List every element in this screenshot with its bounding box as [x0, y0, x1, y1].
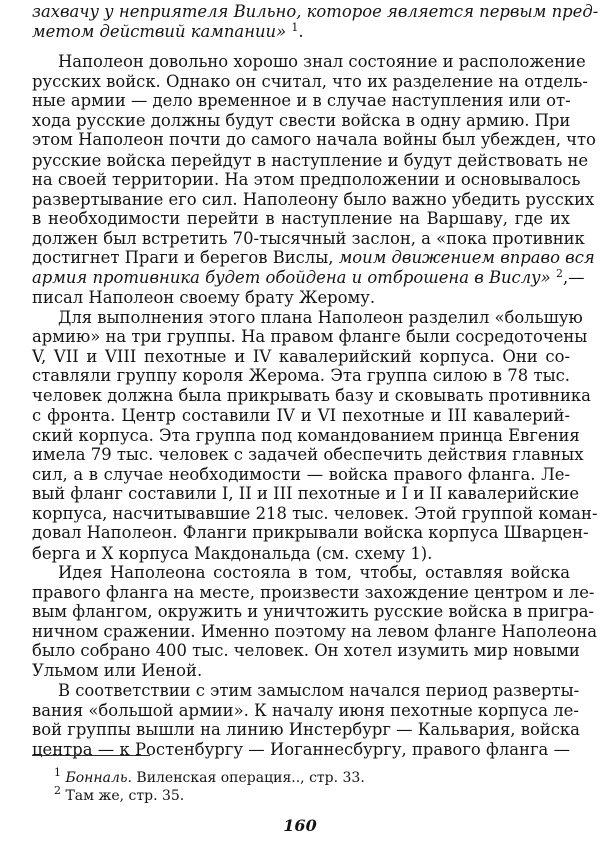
text-line: ничном сражении. Именно поэтому на левом фланге Наполеона: [32, 622, 598, 642]
text-line: русские войска перейдут в наступление и будут действовать не: [32, 150, 589, 170]
text-line: имела 79 тыс. человек с задачей обеспечить действия главных: [32, 444, 584, 464]
text-line: вой группы вышли на линию Инстербург — Кальвария, войска: [32, 719, 580, 739]
footnote-1: $^1$ Бонналь. Виленская операция.., стр. 33.: [54, 766, 365, 786]
text-line: метом действий кампании» $^1$.: [32, 21, 304, 42]
text-line: в необходимости перейти в наступление на Варшаву, где их: [32, 209, 570, 228]
text-line: на своей территории. На этом предположении и основывалось: [32, 169, 581, 189]
text-line: хода русские должны будут свести войска в одну армию. При: [32, 111, 571, 131]
text-line: ные армии — дело временное и в случае наступления или от-: [32, 91, 571, 111]
text-line: правого фланга на месте, произвести захождение центром и ле-: [32, 582, 595, 602]
text-line: ский корпуса. Эта группа под командованием принца Евгения: [32, 425, 580, 445]
text-line: довал Наполеон. Фланги прикрывали войска корпуса Шварцен-: [32, 523, 589, 543]
paragraph-first-line: Наполеон довольно хорошо знал состояние и расположение: [58, 51, 586, 71]
text-line: было собрано 400 тыс. человек. Он хотел изумить мир новыми: [32, 641, 580, 661]
text-line: V, VII и VIII пехотные и IV кавалерийский корпуса. Они со-: [32, 347, 570, 366]
paragraph-first-line: В соответствии с этим замыслом начался период разверты-: [58, 680, 580, 700]
text-line: Ульмом или Иеной.: [32, 661, 203, 681]
page-number: 160: [283, 816, 317, 835]
text-line: писал Наполеон своему брату Жерому.: [32, 287, 376, 307]
text-line: вый фланг составили I, II и III пехотные и I и II кавалерийские: [32, 484, 580, 504]
text-line: вым флангом, окружить и уничтожить русские войска в пригра-: [32, 602, 595, 621]
text-line: достигнет Праги и берегов Вислы, моим движением вправо вся: [32, 248, 595, 268]
text-line: центра — к Ростенбургу — Иоганнесбургу, правого фланга —: [32, 740, 570, 759]
text-line: вания «большой армии». К началу июня пехотные корпуса ле-: [32, 700, 579, 720]
footnote-ref: 2: [555, 267, 563, 281]
text-line: берга и X корпуса Макдональда (см. схему 1).: [32, 543, 433, 563]
text-line: армия противника будет обойдена и отброшена в Вислу» $^2$,—: [32, 267, 585, 288]
text-line: русских войск. Однако он считал, что их разделение на отдель-: [32, 71, 588, 91]
text-line: армию» на три группы. На правом фланге были сосредоточены: [32, 326, 588, 346]
text-line: корпуса, насчитывавшие 218 тыс. человек. Этой группой коман-: [32, 504, 598, 524]
footnote-divider: [32, 755, 150, 756]
footnote-ref: 1: [291, 21, 299, 35]
paragraph-first-line: Для выполнения этого плана Наполеон разделил «большую: [58, 307, 583, 327]
text-line: должен был встретить 70-тысячный заслон, а «пока противник: [32, 229, 585, 249]
text-line: человек должна была прикрывать базу и сковывать противника: [32, 386, 591, 406]
text-line: этом Наполеон почти до самого начала войны был убежден, что: [32, 130, 596, 150]
text-line: сил, а в случае необходимости — войска правого фланга. Ле-: [32, 464, 570, 484]
footnote-2: $^2$ Там же, стр. 35.: [54, 784, 185, 804]
text-line: с фронта. Центр составили IV и VI пехотные и III кавалерий-: [32, 405, 570, 425]
text-line: ставляли группу короля Жерома. Эта группа силою в 78 тыс.: [32, 366, 570, 386]
text-line: развертывание его сил. Наполеону было важно убедить русских: [32, 189, 595, 209]
text-line: захвачу у неприятеля Вильно, которое является первым пред-: [32, 2, 599, 21]
paragraph-first-line: Идея Наполеона состояла в том, чтобы, оставляя войска: [58, 562, 570, 582]
